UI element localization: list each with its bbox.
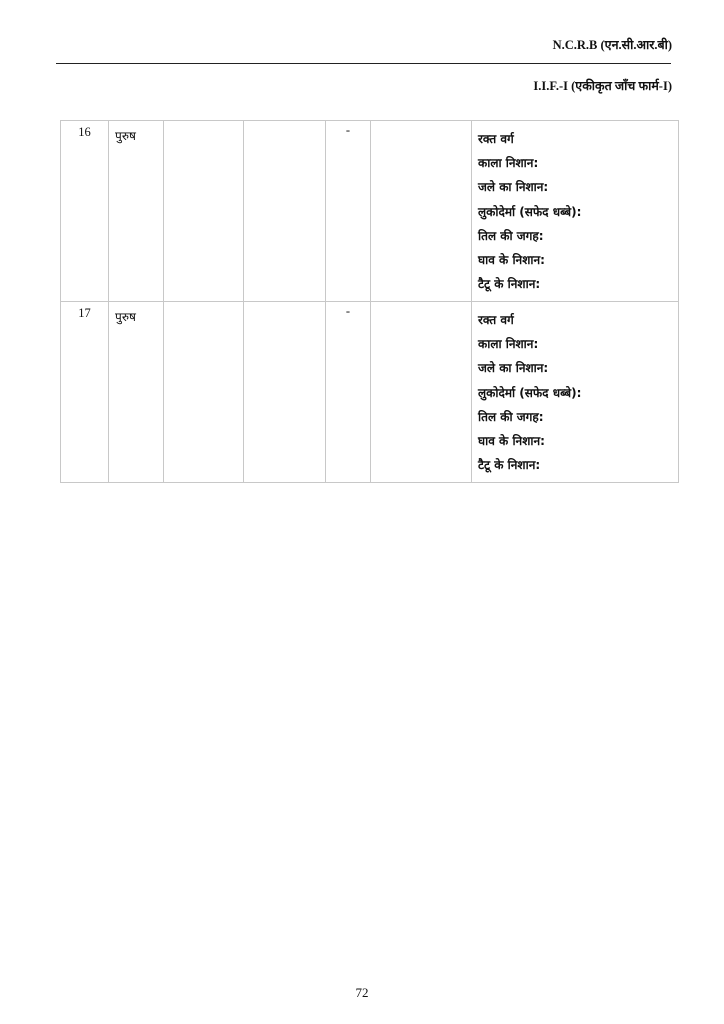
form-title: I.I.F.-I (एकीकृत जाँच फार्म-I) (533, 79, 672, 93)
identification-marks-cell (472, 121, 679, 302)
table-row (61, 121, 679, 302)
wound-mark-label: घाव के निशान: (478, 252, 545, 267)
form-table (60, 120, 679, 483)
blood-group-label: रक्त वर्ग (478, 132, 514, 146)
serial-number-cell: 16 (61, 121, 109, 302)
blood-group-label: रक्त वर्ग (478, 313, 514, 327)
leucoderma-label: लुकोदेर्मा (सफेद धब्बे): (478, 204, 582, 219)
empty-cell (244, 121, 326, 302)
mole-location-label: तिल की जगह: (478, 409, 544, 424)
identification-marks-cell (472, 302, 679, 483)
page-number: 72 (355, 985, 369, 1000)
empty-cell (244, 302, 326, 483)
burn-mark-label: जले का निशान: (478, 361, 549, 376)
table-row (61, 302, 679, 483)
burn-mark-label: जले का निशान: (478, 180, 549, 195)
gender-cell: पुरुष (109, 302, 164, 483)
identification-marks-list (472, 121, 678, 300)
tattoo-mark-label: टैटू के निशान: (478, 458, 541, 473)
mole-location-label: तिल की जगह: (478, 228, 544, 243)
black-mark-label: काला निशान: (478, 337, 539, 352)
serial-number-cell: 17 (61, 302, 109, 483)
empty-cell (164, 302, 244, 483)
header-rule (56, 63, 671, 64)
header-org: N.C.R.B (एन.सी.आर.बी) (552, 38, 672, 52)
tattoo-mark-label: टैटू के निशान: (478, 277, 541, 292)
dash-cell: - (326, 302, 371, 483)
empty-cell (371, 302, 472, 483)
wound-mark-label: घाव के निशान: (478, 433, 545, 448)
leucoderma-label: लुकोदेर्मा (सफेद धब्बे): (478, 385, 582, 400)
empty-cell (164, 121, 244, 302)
dash-cell: - (326, 121, 371, 302)
empty-cell (371, 121, 472, 302)
black-mark-label: काला निशान: (478, 156, 539, 171)
gender-cell: पुरुष (109, 121, 164, 302)
identification-marks-list (472, 302, 678, 481)
